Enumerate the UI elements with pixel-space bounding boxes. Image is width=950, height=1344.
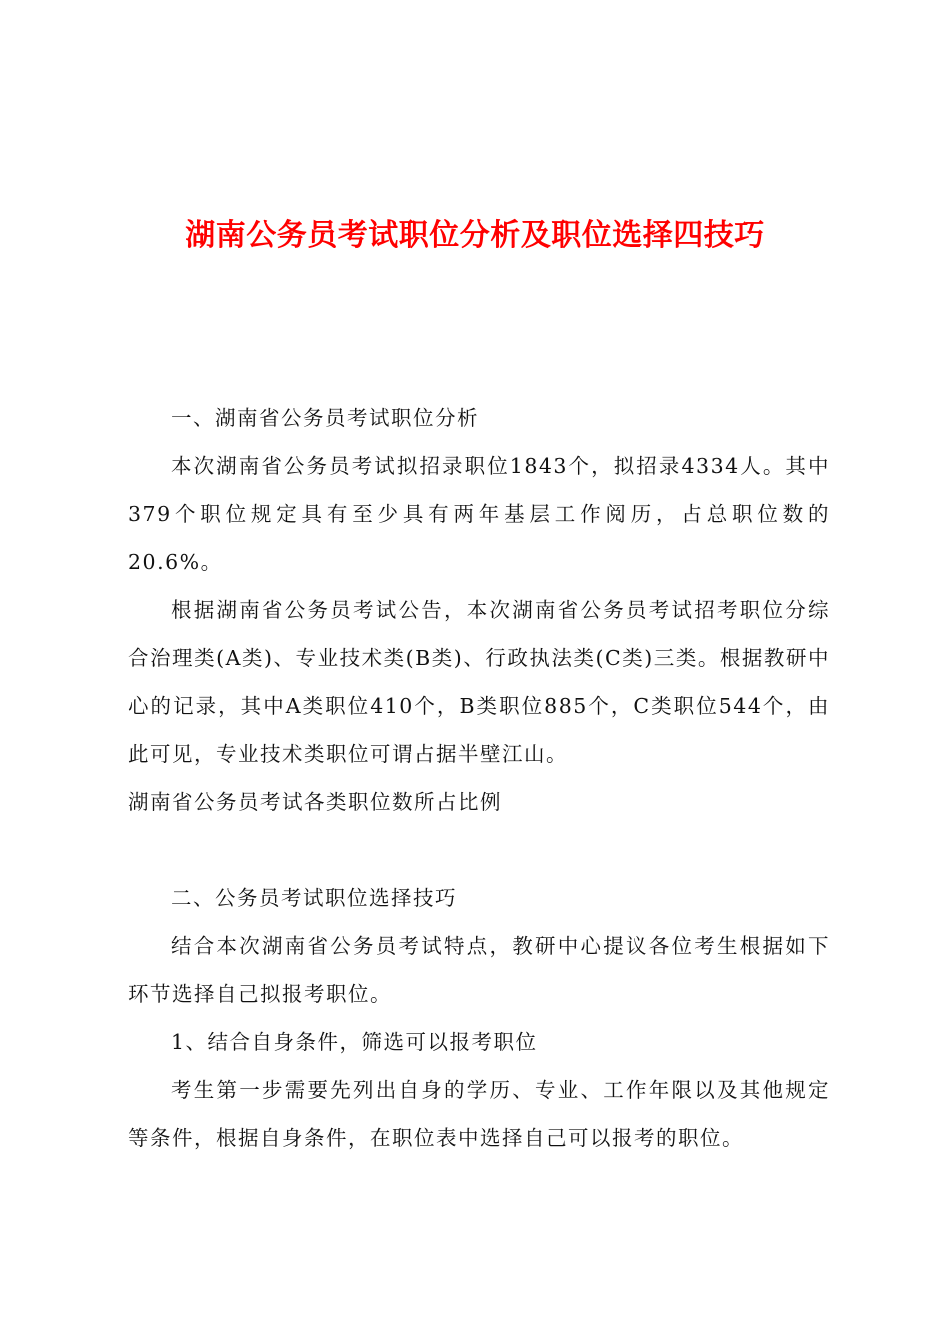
paragraph-job-categories: 根据湖南省公务员考试公告，本次湖南省公务员考试招考职位分综合治理类(A类)、专业技术类(B类)、行政执法类(C类)三类。根据教研中心的记录，其中A类职位410个，B类职位885个，C类职位544个，由此可见，专业技术类职位可谓占据半壁江山。 [128,598,830,766]
chart-caption: 湖南省公务员考试各类职位数所占比例 [128,790,502,814]
blank-gap [128,826,830,874]
section-heading-2: 二、公务员考试职位选择技巧 [171,886,457,910]
paragraph-job-count: 本次湖南省公务员考试拟招录职位1843个，拟招录4334人。其中379个职位规定具有至少具有两年基层工作阅历，占总职位数的20.6%。 [128,454,830,574]
document-title: 湖南公务员考试职位分析及职位选择四技巧 [185,218,765,253]
subheading-step-1: 1、结合自身条件，筛选可以报考职位 [171,1030,538,1054]
document-body [128,394,830,1162]
paragraph-advice-intro: 结合本次湖南省公务员考试特点，教研中心提议各位考生根据如下环节选择自己拟报考职位。 [128,934,830,1006]
section-heading-1: 一、湖南省公务员考试职位分析 [171,406,479,430]
paragraph-step-1: 考生第一步需要先列出自身的学历、专业、工作年限以及其他规定等条件，根据自身条件，在职位表中选择自己可以报考的职位。 [128,1078,830,1150]
